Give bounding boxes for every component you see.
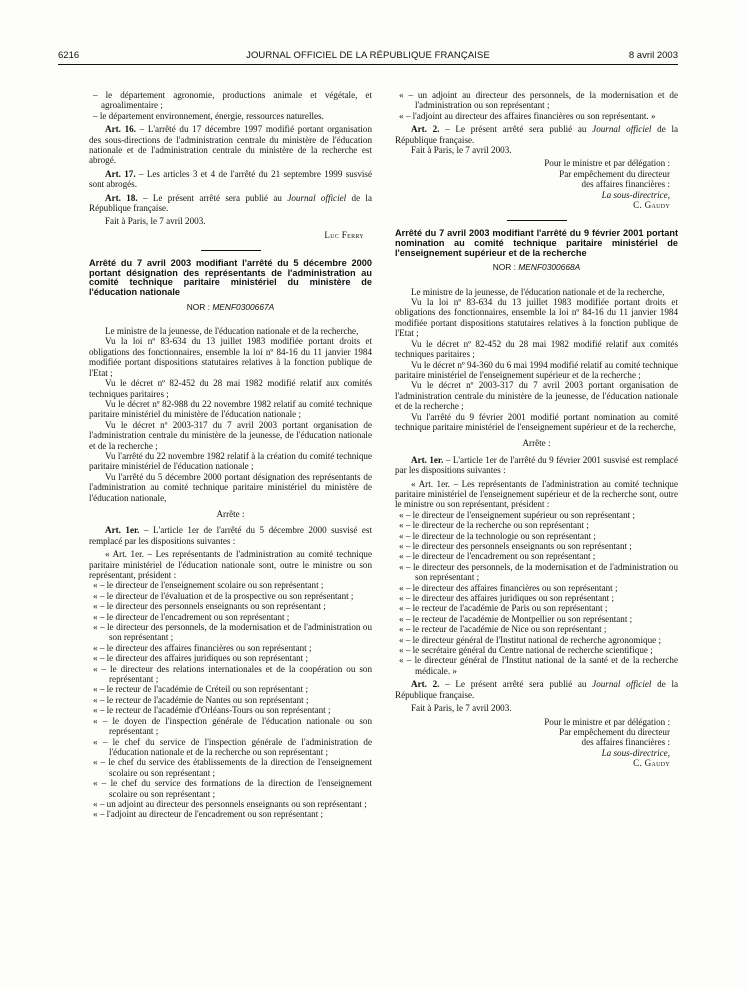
signature-line: Par empêchement du directeur [559, 168, 670, 179]
list-item: « – le directeur de l'enseignement supérieur ou son représentant ; [399, 509, 635, 520]
left-column [89, 90, 372, 820]
page-header [58, 46, 678, 62]
article-18 [89, 193, 372, 214]
article-label: Art. 16. [105, 124, 136, 135]
list-item: – le département agronomie, productions animale et végétale, et agroalimentaire ; [93, 90, 372, 111]
nor-label: NOR : [186, 301, 213, 312]
list-item: – le département environnement, énergie, ressources naturelles. [93, 110, 324, 121]
considerant: Vu le décret nº 82-452 du 28 mai 1982 modifié relatif aux comités techniques paritaires ; [89, 378, 372, 399]
considerant: Vu le décret nº 2003-317 du 7 avril 2003 portant organisation de l'administration centrale du ministère de la jeunesse, de l'éducation nationale et de la recherche ; [395, 380, 678, 412]
list-item: « – le directeur des personnels, de la modernisation et de l'administration ou son représentant ; [93, 622, 372, 643]
journal-title: JOURNAL OFFICIEL DE LA RÉPUBLIQUE FRANÇAISE [246, 50, 490, 61]
list-item: « – le directeur général de l'Institut national de recherche agronomique ; [399, 634, 661, 645]
article-17 [89, 169, 372, 190]
list-item: « – le recteur de l'académie de Créteil ou son représentant ; [93, 684, 308, 695]
decree-title: Arrêté du 7 avril 2003 modifiant l'arrêté du 5 décembre 2000 portant désignation des représentants de l'administration au comité technique paritaire ministériel du ministère de l'éducation nationale [89, 258, 372, 298]
article-text: – Les articles 3 et 4 de l'arrêté du 21 septembre 1999 susvisé sont abrogés. [89, 168, 372, 190]
list-item: « – un adjoint au directeur des personnels, de la modernisation et de l'administration ou son représentant ; [399, 90, 678, 111]
nor-reference [395, 262, 678, 272]
header-rule [58, 64, 678, 65]
signature-role-text: La sous-directrice, [601, 747, 670, 758]
section-separator [507, 220, 567, 221]
issue-date: 8 avril 2003 [628, 50, 678, 61]
article-2 [395, 679, 678, 700]
article-text: – Le présent arrêté sera publié au [137, 192, 288, 203]
list-item: « – le directeur de l'encadrement ou son représentant ; [93, 611, 290, 622]
arrete-heading: Arrête : [522, 438, 551, 449]
signature: Luc Ferry [324, 229, 364, 240]
list-item: « – le recteur de l'académie de Paris ou son représentant ; [399, 603, 608, 614]
list-item: « – le directeur de l'évaluation et de la prospective ou son représentant ; [93, 590, 354, 601]
list-item: « – le directeur des affaires juridiques ou son représentant ; [93, 653, 308, 664]
journal-name: Journal officiel [287, 192, 347, 203]
considerant: Vu la loi nº 83-634 du 13 juillet 1983 modifiée portant droits et obligations des fonctionnaires, ensemble la loi nº 84-16 du 11 janvier 1984 modifiée portant dispositions statutaires relatives à la fonction publique de l'Etat ; [395, 297, 678, 339]
considerant: Vu le décret nº 2003-317 du 7 avril 2003 portant organisation de l'administration centrale du ministère de la jeunesse, de l'éducation nationale et de la recherche ; [89, 419, 372, 451]
considerant: Vu l'arrêté du 5 décembre 2000 portant désignation des représentants de l'administration au comité technique paritaire ministériel du ministère de l'éducation nationale, [89, 471, 372, 503]
list-item: « – le directeur des affaires financières ou son représentant ; [93, 642, 312, 653]
list-item: « – le chef du service des établissements de la direction de l'enseignement scolaire ou son représentant ; [93, 757, 372, 778]
nor-label: NOR : [492, 262, 519, 273]
signature-line: Pour le ministre et par délégation : [544, 158, 670, 169]
list-item: « – le chef du service de l'inspection générale de l'administration de l'éducation nationale et de la recherche ou son représentant ; [93, 736, 372, 757]
article-label: Art. 2. [411, 679, 440, 690]
signature-line: des affaires financières : [581, 737, 670, 748]
list-item: « – le directeur des personnels, de la modernisation et de l'administration ou son représentant ; [399, 561, 678, 583]
article-2 [395, 124, 678, 145]
considerant: Vu l'arrêté du 22 novembre 1982 relatif à la création du comité technique paritaire ministériel de l'éducation nationale ; [89, 450, 372, 472]
article-text: de la République française. [89, 192, 372, 214]
list-item: « – le directeur de la technologie ou son représentant ; [399, 530, 596, 541]
signature-name: C. Gaudy [633, 200, 670, 211]
considerant: Vu l'arrêté du 9 février 2001 modifié portant nomination au comité technique paritaire ministériel de l'enseignement supérieur et de la recherche, [395, 411, 678, 432]
decree-title: Arrêté du 7 avril 2003 modifiant l'arrêté du 9 février 2001 portant nomination au comité technique paritaire ministériel de l'enseignement supérieur et de la recherche [395, 228, 678, 258]
right-column [395, 90, 678, 769]
considerant: Vu la loi nº 83-634 du 13 juillet 1983 modifiée portant droits et obligations des fonctionnaires, ensemble la loi nº 84-16 du 11 janvier 1984 modifiée portant dispositions statutaires relatives à la fonction publique de l'Etat ; [89, 336, 372, 378]
list-item: « – un adjoint au directeur des personnels enseignants ou son représentant ; [93, 798, 367, 809]
list-item: « – l'adjoint au directeur de l'encadrement ou son représentant ; [93, 809, 324, 820]
journal-name: Journal officiel [592, 124, 652, 135]
section-separator [201, 250, 261, 251]
list-item: « – le directeur des affaires financières ou son représentant ; [399, 582, 618, 593]
article-label: Art. 2. [411, 124, 440, 135]
list-item: « – le recteur de l'académie de Nantes ou son représentant ; [93, 694, 309, 705]
list-item: « – le directeur des personnels enseignants ou son représentant ; [399, 541, 632, 551]
list-item: « – le directeur général de l'Institut national de la santé et de la recherche médicale. » [399, 655, 678, 676]
list-item: « – le recteur de l'académie de Nice ou son représentant ; [399, 624, 607, 635]
article-text: – L'article 1er de l'arrêté du 9 février 2001 susvisé est remplacé par les dispositions suivantes : [395, 454, 678, 476]
journal-name: Journal officiel [592, 679, 652, 690]
signature-line: des affaires financières : [581, 179, 670, 190]
nor-code: MENF0300667A [212, 301, 275, 312]
signature-line: Pour le ministre et par délégation : [544, 716, 670, 727]
article-label: Art. 17. [105, 168, 136, 179]
list-item: « – le doyen de l'inspection générale de l'éducation nationale ou son représentant ; [93, 715, 372, 737]
article-1 [395, 455, 678, 476]
list-item: « – le secrétaire général du Centre national de recherche scientifique ; [399, 645, 653, 656]
considerant: Le ministre de la jeunesse, de l'éducation nationale et de la recherche, [411, 286, 665, 297]
list-item: « – l'adjoint au directeur des affaires financières ou son représentant. » [399, 110, 656, 121]
article-text: – Le présent arrêté sera publié au [439, 679, 593, 690]
page-number: 6216 [58, 50, 80, 61]
fait-line: Fait à Paris, le 7 avril 2003. [105, 216, 206, 227]
list-item: « – le directeur de l'enseignement scolaire ou son représentant ; [93, 580, 324, 591]
list-item: « – le directeur des relations internationales et de la coopération ou son représentant ; [93, 663, 372, 685]
considerant: Vu le décret nº 82-452 du 28 mai 1982 modifié relatif aux comités techniques paritaires ; [395, 338, 678, 360]
considerant: Vu le décret nº 82-988 du 22 novembre 1982 relatif au comité technique paritaire ministériel du ministère de l'éducation nationale ; [89, 398, 372, 420]
nor-reference [89, 302, 372, 312]
signature-role [395, 748, 670, 758]
arrete-heading: Arrête : [216, 508, 245, 519]
article-text: – L'arrêté du 17 décembre 1997 modifié portant organisation des sous-directions de l'administration centrale du ministère de l'éducation nationale et de l'administration centrale du ministère de la recherche est abrogé. [89, 124, 372, 166]
article-text: de la République française. [395, 124, 679, 145]
signature-name: C. Gaudy [633, 758, 670, 769]
list-item: « – le recteur de l'académie d'Orléans-Tours ou son représentant ; [93, 705, 331, 716]
article-text: – Le présent arrêté sera publié au [439, 124, 593, 135]
list-item: « – le directeur des affaires juridiques ou son représentant ; [399, 593, 614, 604]
nor-code: MENF0300668A [518, 262, 581, 273]
signature-role-text: La sous-directrice, [601, 189, 670, 200]
signature-line: Par empêchement du directeur [559, 726, 670, 737]
article-label: Art. 1er. [411, 454, 444, 465]
article-label: Art. 18. [105, 192, 138, 203]
fait-line: Fait à Paris, le 7 avril 2003. [411, 703, 512, 714]
list-item: « – le recteur de l'académie de Montpellier ou son représentant ; [399, 613, 633, 624]
list-item: « – le directeur des personnels enseignants ou son représentant ; [93, 601, 326, 612]
list-item: « – le directeur de la recherche ou son représentant ; [399, 520, 589, 531]
signature-block [395, 158, 678, 210]
quote-intro: « Art. 1er. – Les représentants de l'administration au comité technique paritaire ministériel de l'enseignement supérieur et de la recherche sont, outre le ministre ou son représentant, président : [395, 478, 678, 510]
list-item: « – le chef du service des formations de la direction de l'enseignement scolaire ou son représentant ; [93, 778, 372, 799]
considerant: Le ministre de la jeunesse, de l'éducation nationale et de la recherche, [105, 326, 359, 337]
article-text: – L'article 1er de l'arrêté du 5 décembre 2000 susvisé est remplacé par les dispositions suivantes : [89, 525, 372, 546]
article-1 [89, 525, 372, 546]
article-text: de la République française. [395, 679, 679, 700]
article-label: Art. 1er. [105, 525, 140, 536]
fait-line: Fait à Paris, le 7 avril 2003. [411, 145, 512, 156]
signature-block [395, 717, 678, 769]
list-item: « – le directeur de l'encadrement ou son représentant ; [399, 551, 596, 562]
considerant: Vu le décret nº 94-360 du 6 mai 1994 modifié relatif au comité technique paritaire ministériel de l'enseignement supérieur et de la recherche ; [395, 359, 678, 380]
signature-role [395, 190, 670, 200]
quote-intro: « Art. 1er. – Les représentants de l'administration au comité technique paritaire ministériel de l'éducation nationale sont, outre le ministre ou son représentant, président : [89, 549, 372, 580]
article-16 [89, 124, 372, 166]
